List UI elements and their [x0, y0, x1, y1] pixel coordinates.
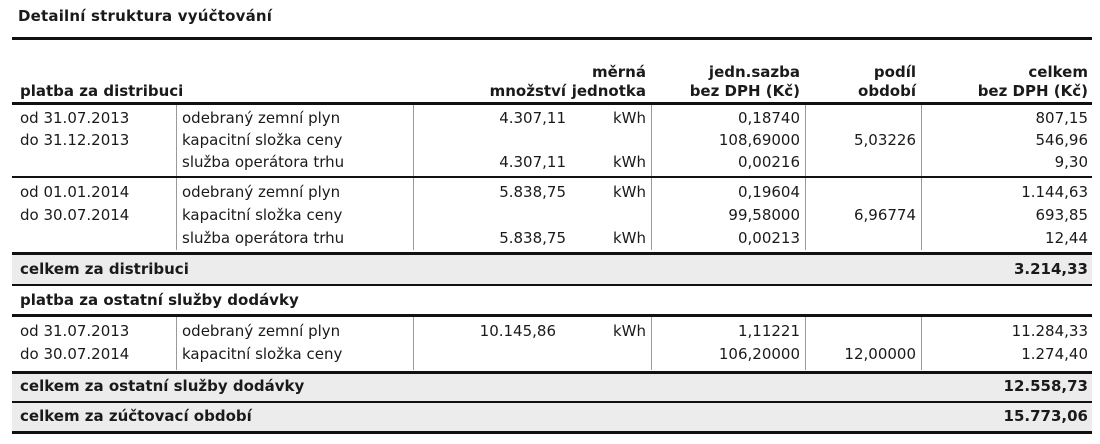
grand-total-rule [12, 431, 1092, 434]
header-rate-line1: jedn.sazba [708, 63, 800, 81]
header-share-line2: období [858, 82, 916, 100]
header-rule [12, 102, 1092, 105]
period-to: do 30.07.2014 [20, 345, 130, 363]
row-total: 807,15 [1035, 109, 1088, 127]
subtotal-rule-bottom [12, 284, 1092, 286]
row-item: odebraný zemní plyn [182, 109, 341, 127]
row-item: kapacitní složka ceny [182, 345, 343, 363]
row-share: 5,03226 [853, 131, 916, 149]
row-unit: kWh [612, 229, 646, 247]
column-separator [176, 317, 177, 370]
row-total: 693,85 [1035, 206, 1088, 224]
row-unit: kWh [612, 153, 646, 171]
period-to: do 31.12.2013 [20, 131, 130, 149]
row-item: kapacitní složka ceny [182, 131, 343, 149]
row-item: služba operátora trhu [182, 153, 345, 171]
row-rate: 0,19604 [737, 183, 800, 201]
group-divider [12, 176, 1092, 178]
section-heading-distribution: platba za distribuci [20, 82, 184, 100]
column-separator [805, 317, 806, 370]
row-rate: 99,58000 [728, 206, 800, 224]
row-rate: 0,18740 [737, 109, 800, 127]
row-total: 1.274,40 [1021, 345, 1088, 363]
column-separator [413, 317, 414, 370]
subtotal-value: 12.558,73 [1003, 377, 1088, 395]
subtotal-rule-top [12, 252, 1092, 255]
period-from: od 31.07.2013 [20, 322, 130, 340]
row-qty: 10.145,86 [479, 322, 556, 340]
row-item: odebraný zemní plyn [182, 183, 341, 201]
row-total: 11.284,33 [1011, 322, 1088, 340]
row-qty: 4.307,11 [499, 153, 566, 171]
row-item: kapacitní složka ceny [182, 206, 343, 224]
grand-total-label: celkem za zúčtovací období [20, 407, 252, 425]
row-total: 546,96 [1035, 131, 1088, 149]
title-underline [12, 37, 1092, 40]
period-to: do 30.07.2014 [20, 206, 130, 224]
row-share: 6,96774 [853, 206, 916, 224]
row-total: 1.144,63 [1021, 183, 1088, 201]
row-total: 9,30 [1054, 153, 1088, 171]
column-separator [921, 317, 922, 370]
header-unit-line2: jednotka [571, 82, 646, 100]
row-total: 12,44 [1045, 229, 1088, 247]
row-unit: kWh [612, 109, 646, 127]
subtotal-label: celkem za ostatní služby dodávky [20, 377, 305, 395]
header-total-line1: celkem [1028, 63, 1088, 81]
row-unit: kWh [612, 322, 646, 340]
header-quantity: množství [489, 82, 566, 100]
header-share-line1: podíl [873, 63, 916, 81]
subtotal-rule-top [12, 371, 1092, 374]
row-rate: 0,00216 [737, 153, 800, 171]
period-from: od 01.01.2014 [20, 183, 130, 201]
row-share: 12,00000 [844, 345, 916, 363]
header-unit-line1: měrná [591, 63, 646, 81]
row-rate: 106,20000 [718, 345, 800, 363]
header-total-line2: bez DPH (Kč) [977, 82, 1088, 100]
row-rate: 0,00213 [737, 229, 800, 247]
row-item: odebraný zemní plyn [182, 322, 341, 340]
section-heading-other-services: platba za ostatní služby dodávky [20, 291, 299, 309]
row-item: služba operátora trhu [182, 229, 345, 247]
subtotal-label: celkem za distribuci [20, 260, 189, 278]
subtotal-value: 3.214,33 [1013, 260, 1088, 278]
grand-total-value: 15.773,06 [1003, 407, 1088, 425]
row-rate: 1,11221 [737, 322, 800, 340]
header-rate-line2: bez DPH (Kč) [689, 82, 800, 100]
row-qty: 5.838,75 [499, 183, 566, 201]
page-title: Detailní struktura vyúčtování [18, 7, 273, 25]
row-qty: 4.307,11 [499, 109, 566, 127]
section-rule [12, 314, 1092, 317]
row-qty: 5.838,75 [499, 229, 566, 247]
row-unit: kWh [612, 183, 646, 201]
period-from: od 31.07.2013 [20, 109, 130, 127]
row-rate: 108,69000 [718, 131, 800, 149]
